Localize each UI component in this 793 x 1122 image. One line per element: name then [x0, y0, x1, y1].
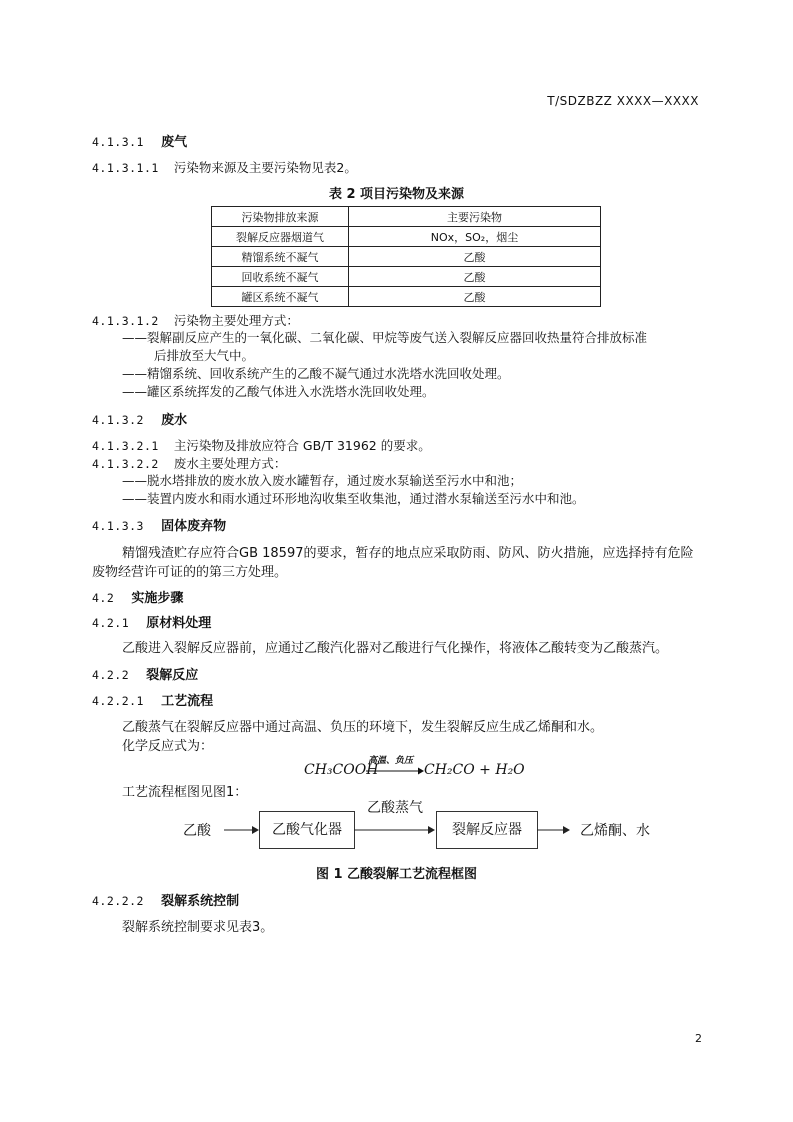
- section-4-2: [92, 587, 183, 606]
- arrow-right-icon: [354, 824, 436, 836]
- section-4-1-3-3: [92, 515, 226, 534]
- table-header-cell: 主要污染物: [349, 207, 601, 227]
- section-title: 裂解反应: [146, 668, 199, 683]
- flow-output-label: 乙烯酮、水: [580, 823, 650, 839]
- list-item: ——罐区系统挥发的乙酸气体进入水洗塔水洗回收处理。: [122, 384, 435, 399]
- section-4-2-2-2: [92, 890, 239, 909]
- paragraph-line: 废物经营许可证的的第三方处理。: [92, 565, 288, 580]
- flow-reference: 工艺流程框图见图1：: [122, 785, 248, 800]
- list-item: ——脱水塔排放的废水放入废水罐暂存，通过废水泵输送至污水中和池；: [122, 473, 523, 488]
- section-title: 废气: [161, 135, 188, 150]
- clause-number: 4.1.3.2.1: [92, 439, 159, 453]
- table-row: [212, 247, 601, 267]
- list-item: ——裂解副反应产生的一氧化碳、二氧化碳、甲烷等废气送入裂解反应器回收热量符合排放标准: [122, 330, 648, 345]
- clause-4-1-3-1-2: [92, 310, 299, 329]
- clause-4-1-3-1-1: [92, 157, 357, 176]
- paragraph-line: 精馏残渣贮存应符合GB 18597的要求，暂存的地点应采取防雨、防风、防火措施，应选择持有危险: [122, 546, 694, 561]
- clause-text: 废水主要处理方式：: [173, 456, 287, 471]
- table-cell: 罐区系统不凝气: [212, 287, 349, 307]
- formula-condition: 高温、负压: [368, 756, 414, 766]
- section-title: 裂解系统控制: [161, 894, 240, 909]
- flow-box-reactor: 裂解反应器: [436, 811, 538, 849]
- document-code: T/SDZBZZ XXXX—XXXX: [547, 94, 699, 108]
- figure-1-caption: 图 1 乙酸裂解工艺流程框图: [315, 867, 478, 882]
- table-cell: 回收系统不凝气: [212, 267, 349, 287]
- section-title: 原材料处理: [146, 616, 212, 631]
- paragraph: 裂解系统控制要求见表3。: [122, 920, 274, 935]
- table-cell: 精馏系统不凝气: [212, 247, 349, 267]
- section-4-2-1: [92, 612, 211, 631]
- clause-number: 4.1.3.1.2: [92, 314, 159, 328]
- section-number: 4.1.3.2: [92, 413, 144, 427]
- pollutant-table: [211, 206, 601, 307]
- table-cell: 乙酸: [349, 287, 601, 307]
- section-number: 4.2.2: [92, 668, 130, 682]
- arrow-right-icon: [224, 824, 260, 836]
- table-row: [212, 267, 601, 287]
- flow-input-label: 乙酸: [183, 823, 211, 839]
- table-cell: NOx，SO₂，烟尘: [349, 227, 601, 247]
- section-4-2-2: [92, 664, 198, 683]
- section-4-1-3-1: [92, 131, 187, 150]
- reaction-arrow-icon: [366, 766, 424, 776]
- formula-reactant: CH₃COOH: [304, 762, 379, 778]
- page-number: 2: [695, 1032, 702, 1045]
- table-cell: 乙酸: [349, 247, 601, 267]
- section-title: 废水: [161, 413, 188, 428]
- section-number: 4.2.1: [92, 616, 130, 630]
- table-cell: 乙酸: [349, 267, 601, 287]
- table-row: [212, 287, 601, 307]
- section-title: 工艺流程: [161, 694, 214, 709]
- section-number: 4.1.3.3: [92, 519, 144, 533]
- formula-products: CH₂CO + H₂O: [424, 762, 525, 778]
- table-header-cell: 污染物排放来源: [212, 207, 349, 227]
- formula-label: 化学反应式为：: [122, 739, 214, 754]
- table-cell: 裂解反应器烟道气: [212, 227, 349, 247]
- section-4-1-3-2: [92, 409, 187, 428]
- clause-number: 4.1.3.1.1: [92, 161, 159, 175]
- clause-text: 污染物主要处理方式：: [173, 313, 299, 328]
- clause-text: 主污染物及排放应符合 GB/T 31962 的要求。: [173, 438, 431, 453]
- table-2-caption: 表 2 项目污染物及来源: [328, 187, 465, 202]
- paragraph: 乙酸蒸气在裂解反应器中通过高温、负压的环境下，发生裂解反应生成乙烯酮和水。: [122, 720, 604, 735]
- clause-4-1-3-2-1: [92, 435, 431, 454]
- section-4-2-2-1: [92, 690, 213, 709]
- flow-mid-label: 乙酸蒸气: [367, 800, 423, 816]
- section-number: 4.2.2.2: [92, 894, 144, 908]
- section-number: 4.2: [92, 591, 115, 605]
- arrow-right-icon: [537, 824, 571, 836]
- section-number: 4.2.2.1: [92, 694, 144, 708]
- paragraph: 乙酸进入裂解反应器前，应通过乙酸汽化器对乙酸进行气化操作，将液体乙酸转变为乙酸蒸汽。: [122, 641, 669, 656]
- list-item: ——装置内废水和雨水通过环形地沟收集至收集池，通过潜水泵输送至污水中和池。: [122, 491, 585, 506]
- clause-number: 4.1.3.2.2: [92, 457, 159, 471]
- table-header-row: [212, 207, 601, 227]
- table-row: [212, 227, 601, 247]
- list-item-continuation: 后排放至大气中。: [154, 348, 255, 363]
- clause-4-1-3-2-2: [92, 453, 286, 472]
- section-title: 固体废弃物: [161, 519, 227, 534]
- list-item: ——精馏系统、回收系统产生的乙酸不凝气通过水洗塔水洗回收处理。: [122, 366, 510, 381]
- clause-text: 污染物来源及主要污染物见表2。: [173, 160, 357, 175]
- section-number: 4.1.3.1: [92, 135, 144, 149]
- section-title: 实施步骤: [131, 591, 184, 606]
- flow-box-vaporizer: 乙酸气化器: [259, 811, 355, 849]
